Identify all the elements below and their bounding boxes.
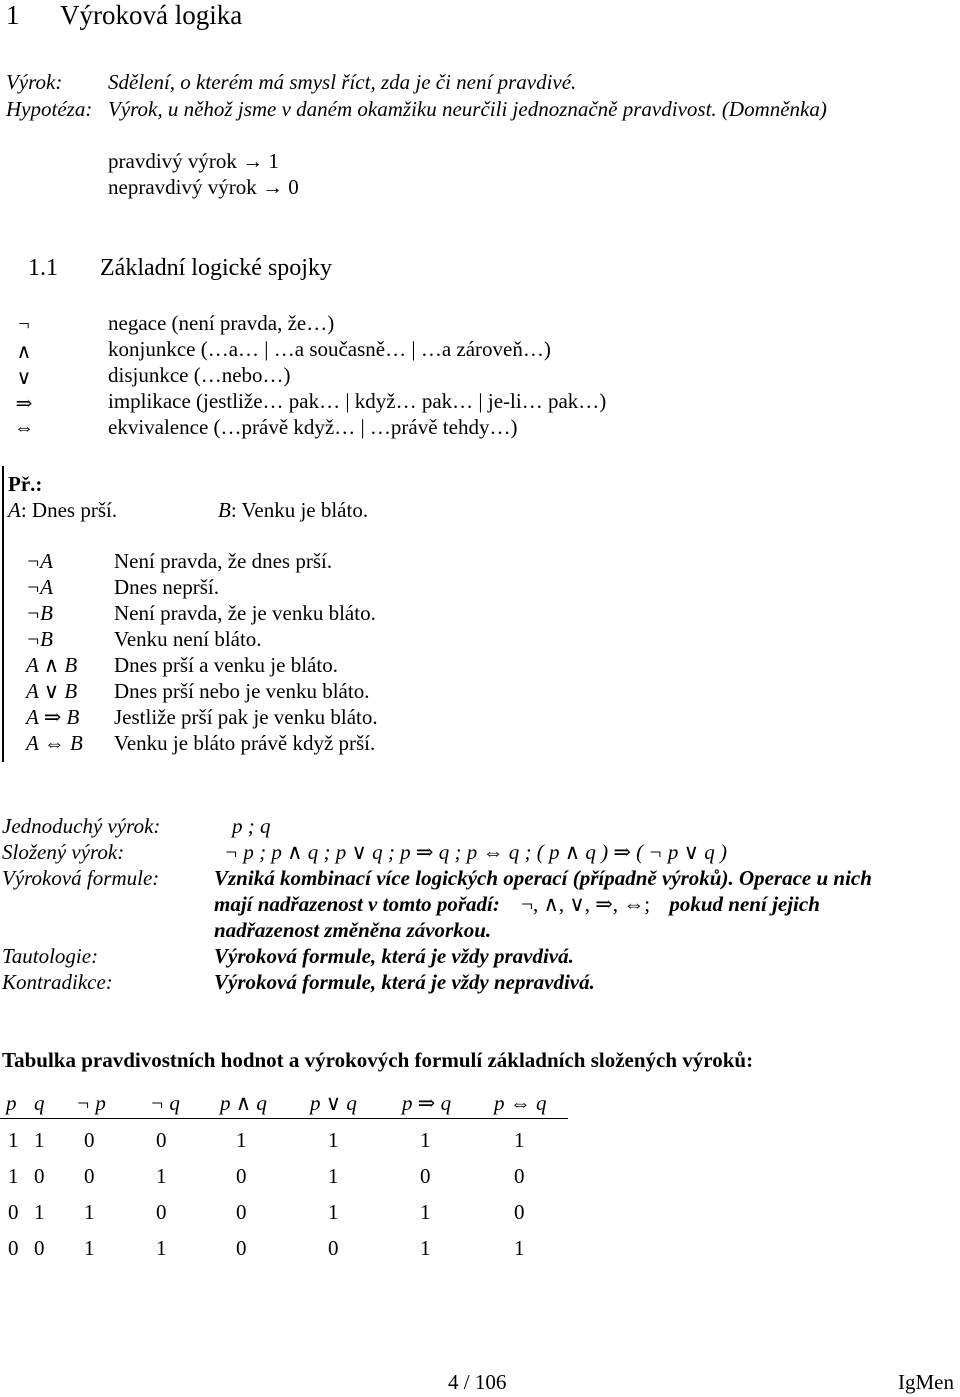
example-expr: ¬B <box>26 627 53 651</box>
compound-statement-value: ¬ p ; p ∧ q ; p ∨ q ; p ⇒ q ; p ⇔ q ; ( p ∧ q ) ⇒ ( ¬ p ∨ q ) <box>224 840 727 864</box>
simple-statement-value: p ; q <box>232 814 271 838</box>
example-label: Př.: <box>8 472 43 496</box>
table-header-cell: ¬ q <box>150 1091 180 1115</box>
table-cell: 1 <box>156 1236 167 1260</box>
example-expr: ¬A <box>26 549 53 573</box>
table-cell: 0 <box>236 1236 247 1260</box>
definition-term-hypoteza: Hypotéza: <box>6 97 93 121</box>
page-heading <box>6 0 242 31</box>
section-number: 1.1 <box>28 255 58 281</box>
formula-label: Výroková formule: <box>2 866 160 890</box>
example-text: Není pravda, že dnes prší. <box>114 549 333 573</box>
tautology-label: Tautologie: <box>2 944 99 968</box>
footer-brand: IgMen <box>898 1370 954 1394</box>
table-cell: 0 <box>84 1164 95 1188</box>
table-cell: 0 <box>84 1128 95 1152</box>
truth-value-true: pravdivý výrok → 1 <box>108 149 279 173</box>
table-header-cell: p ∧ q <box>220 1091 267 1115</box>
compound-statement-label: Složený výrok: <box>2 840 125 864</box>
var-a: A <box>8 498 21 522</box>
table-cell: 1 <box>236 1128 247 1152</box>
table-cell: 1 <box>420 1236 431 1260</box>
table-cell: 0 <box>156 1128 167 1152</box>
table-header-cell: p ⇒ q <box>402 1091 452 1115</box>
heading-title: Výroková logika <box>60 0 243 30</box>
table-header-rule <box>0 1118 568 1119</box>
example-expr: A ∨ B <box>26 679 78 703</box>
table-header-cell: p ∨ q <box>310 1091 357 1115</box>
table-cell: 1 <box>34 1200 45 1224</box>
table-header-cell: p <box>6 1091 17 1115</box>
table-cell: 1 <box>8 1128 19 1152</box>
table-cell: 1 <box>514 1236 525 1260</box>
disjunction-symbol: ∨ <box>16 367 32 389</box>
table-title: Tabulka pravdivostních hodnot a výrokových formulí základních složených výroků: <box>2 1048 754 1072</box>
example-expr: A ⇔ B <box>26 731 83 755</box>
table-cell: 0 <box>8 1200 19 1224</box>
table-cell: 1 <box>328 1200 339 1224</box>
truth-value-false: nepravdivý výrok → 0 <box>108 175 299 199</box>
table-cell: 0 <box>34 1236 45 1260</box>
simple-statement-label: Jednoduchý výrok: <box>2 814 161 838</box>
table-header-cell: q <box>34 1091 45 1115</box>
formula-line-2a: mají nadřazenost v tomto pořadí: <box>214 892 500 916</box>
connective-disjunction-text: disjunkce (…nebo…) <box>108 363 291 387</box>
table-cell: 0 <box>514 1164 525 1188</box>
table-cell: 1 <box>156 1164 167 1188</box>
connective-implication-text: implikace (jestliže… pak… | když… pak… | je-li… pak…) <box>108 389 607 413</box>
definition-term-vyrok: Výrok: <box>6 70 63 94</box>
example-expr: ¬B <box>26 601 53 625</box>
table-cell: 0 <box>156 1200 167 1224</box>
formula-line-1: Vzniká kombinací více logických operací (případně výroků). Operace u nich <box>214 866 872 890</box>
negation-symbol: ¬ <box>18 313 30 335</box>
conjunction-symbol: ∧ <box>16 341 32 363</box>
table-cell: 1 <box>84 1236 95 1260</box>
statement-a-text: : Dnes prší. <box>20 498 118 522</box>
formula-line-2 <box>214 892 820 917</box>
table-cell: 1 <box>328 1128 339 1152</box>
var-b: B <box>218 498 231 522</box>
table-cell: 0 <box>8 1236 19 1260</box>
contradiction-label: Kontradikce: <box>2 970 113 994</box>
table-cell: 1 <box>328 1164 339 1188</box>
example-statement-b <box>218 498 368 523</box>
definition-text-hypoteza: Výrok, u něhož jsme v daném okamžiku neurčili jednoznačně pravdivost. (Domněnka) <box>108 97 827 121</box>
table-cell: 0 <box>34 1164 45 1188</box>
example-text: Dnes prší nebo je venku bláto. <box>114 679 370 703</box>
example-text: Dnes prší a venku je bláto. <box>114 653 338 677</box>
page-number: 4 / 106 <box>448 1370 507 1394</box>
connective-negation-text: negace (není pravda, že…) <box>108 311 335 335</box>
section-title: Základní logické spojky <box>100 255 332 281</box>
example-statement-a <box>8 498 117 523</box>
section-heading <box>28 255 332 282</box>
heading-number: 1 <box>6 0 20 30</box>
example-margin-line <box>2 466 4 762</box>
example-expr: A ∧ B <box>26 653 78 677</box>
table-cell: 0 <box>328 1236 339 1260</box>
connective-conjunction-text: konjunkce (…a… | …a současně… | …a zároveň…) <box>108 337 551 361</box>
table-cell: 1 <box>8 1164 19 1188</box>
table-cell: 1 <box>34 1128 45 1152</box>
table-cell: 0 <box>514 1200 525 1224</box>
statement-b-text: : Venku je bláto. <box>230 498 369 522</box>
operator-precedence: ¬, ∧, ∨, ⇒, ⇔; <box>521 892 651 916</box>
table-cell: 0 <box>420 1164 431 1188</box>
table-header-cell: p ⇔ q <box>494 1091 547 1115</box>
example-text: Není pravda, že je venku bláto. <box>114 601 376 625</box>
example-text: Dnes neprší. <box>114 575 219 599</box>
formula-line-2c: pokud není jejich <box>669 892 820 916</box>
example-text: Jestliže prší pak je venku bláto. <box>114 705 378 729</box>
example-expr: A ⇒ B <box>26 705 80 729</box>
implication-symbol: ⇒ <box>15 393 33 415</box>
table-cell: 0 <box>236 1164 247 1188</box>
example-expr: ¬A <box>26 575 53 599</box>
tautology-value: Výroková formule, která je vždy pravdivá. <box>214 944 574 968</box>
definition-text-vyrok: Sdělení, o kterém má smysl říct, zda je či není pravdivé. <box>108 70 577 94</box>
equivalence-symbol: ⇔ <box>14 417 34 439</box>
contradiction-value: Výroková formule, která je vždy nepravdivá. <box>214 970 595 994</box>
formula-line-3: nadřazenost změněna závorkou. <box>214 918 492 942</box>
table-cell: 1 <box>420 1200 431 1224</box>
connective-equivalence-text: ekvivalence (…právě když… | …právě tehdy…) <box>108 415 518 439</box>
table-cell: 1 <box>420 1128 431 1152</box>
table-header-cell: ¬ p <box>76 1091 106 1115</box>
table-cell: 1 <box>514 1128 525 1152</box>
table-cell: 1 <box>84 1200 95 1224</box>
example-text: Venku je bláto právě když prší. <box>114 731 376 755</box>
example-text: Venku není bláto. <box>114 627 262 651</box>
table-cell: 0 <box>236 1200 247 1224</box>
